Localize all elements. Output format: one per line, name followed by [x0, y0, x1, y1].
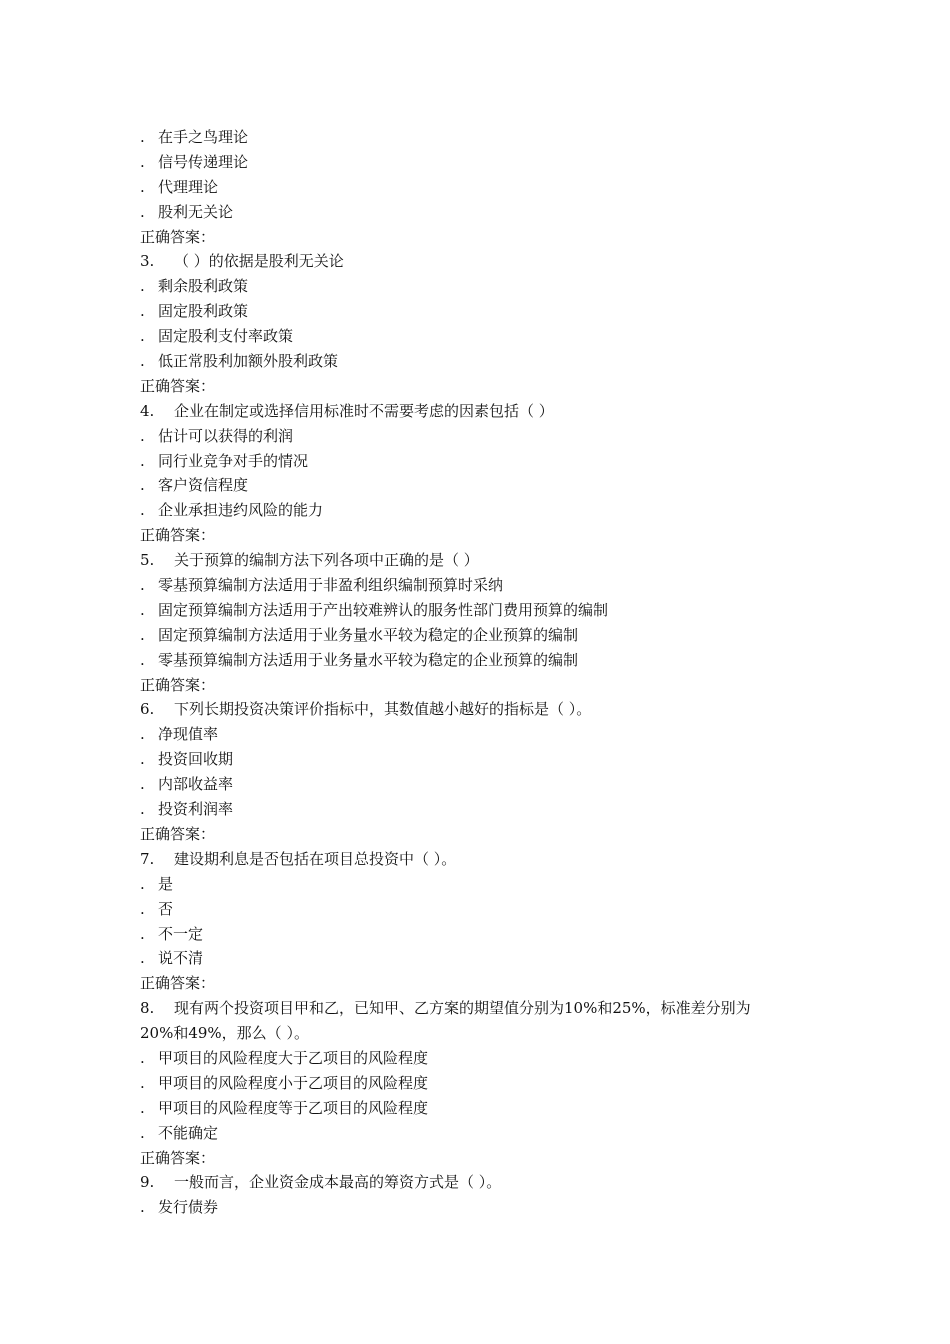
option-line: . 甲项目的风险程度小于乙项目的风险程度 [140, 1073, 429, 1092]
question-stem: 5. 关于预算的编制方法下列各项中正确的是（ ） [140, 551, 479, 570]
option-line: . 甲项目的风险程度等于乙项目的风险程度 [140, 1098, 429, 1117]
answer-label: 正确答案： [140, 526, 216, 545]
option-line: . 零基预算编制方法适用于业务量水平较为稳定的企业预算的编制 [140, 650, 579, 669]
option-line: . 客户资信程度 [140, 476, 249, 495]
option-line: . 代理理论 [140, 177, 219, 196]
option-line: . 否 [140, 899, 174, 918]
option-line: . 在手之鸟理论 [140, 128, 249, 146]
option-line: . 固定股利政策 [140, 302, 249, 321]
option-line: . 不能确定 [140, 1123, 219, 1142]
question-stem: 4. 企业在制定或选择信用标准时不需要考虑的因素包括（ ） [140, 401, 554, 420]
option-line: . 内部收益率 [140, 775, 234, 794]
option-line: . 说不清 [140, 949, 204, 968]
answer-label: 正确答案： [140, 675, 216, 694]
option-line: . 零基预算编制方法适用于非盈利组织编制预算时采纳 [140, 576, 504, 595]
document-body [140, 125, 830, 1220]
answer-label: 正确答案： [140, 376, 216, 395]
question-stem-continuation: 20%和49%，那么（ ）。 [140, 1024, 309, 1043]
question-stem: 3. （ ）的依据是股利无关论 [140, 252, 344, 271]
option-line: . 净现值率 [140, 725, 219, 744]
option-line: . 甲项目的风险程度大于乙项目的风险程度 [140, 1048, 429, 1067]
question-stem: 6. 下列长期投资决策评价指标中，其数值越小越好的指标是（ ）。 [140, 700, 592, 719]
option-line: . 同行业竞争对手的情况 [140, 451, 309, 470]
option-line: . 是 [140, 874, 174, 893]
option-line: . 固定股利支付率政策 [140, 327, 294, 346]
option-line: . 投资回收期 [140, 750, 234, 769]
answer-label: 正确答案： [140, 227, 216, 246]
option-line: . 投资利润率 [140, 800, 234, 819]
option-line: . 信号传递理论 [140, 152, 249, 171]
option-line: . 不一定 [140, 924, 204, 943]
answer-label: 正确答案： [140, 824, 216, 843]
question-stem: 7. 建设期利息是否包括在项目总投资中（ ）。 [140, 849, 457, 868]
question-stem: 9. 一般而言，企业资金成本最高的筹资方式是（ ）。 [140, 1173, 502, 1192]
option-line: . 固定预算编制方法适用于业务量水平较为稳定的企业预算的编制 [140, 625, 579, 644]
option-line: . 股利无关论 [140, 202, 234, 221]
option-line: . 估计可以获得的利润 [140, 426, 294, 445]
option-line: . 固定预算编制方法适用于产出较难辨认的服务性部门费用预算的编制 [140, 600, 609, 619]
option-line: . 发行债券 [140, 1198, 219, 1217]
answer-label: 正确答案： [140, 974, 216, 993]
option-line: . 低正常股利加额外股利政策 [140, 352, 339, 371]
answer-label: 正确答案： [140, 1148, 216, 1167]
question-stem: 8. 现有两个投资项目甲和乙，已知甲、乙方案的期望值分别为10%和25%，标准差分别为 [140, 999, 751, 1018]
option-line: . 企业承担违约风险的能力 [140, 501, 324, 520]
option-line: . 剩余股利政策 [140, 277, 249, 296]
